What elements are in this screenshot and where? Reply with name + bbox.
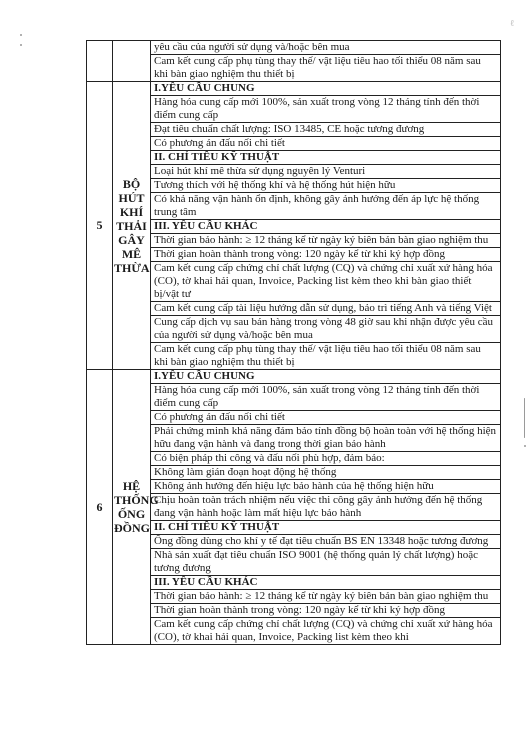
requirement-text: Hàng hóa cung cấp mới 100%, sản xuất trong vòng 12 tháng tính đến thời điểm cung cấp bbox=[151, 96, 501, 123]
requirement-text: Loại hút khí mê thừa sử dụng nguyên lý Venturi bbox=[151, 165, 501, 179]
requirement-text: Ống đồng dùng cho khí y tế đạt tiêu chuẩn BS EN 13348 hoặc tương đương bbox=[151, 535, 501, 549]
item-name: BỘ HÚT KHÍ THẢI GÂY MÊ THỪA bbox=[113, 82, 151, 370]
requirement-text: Phải chứng minh khả năng đảm bảo tính đồng bộ hoàn toàn với hệ thống hiện hữu đang vận hành và đang trong thời gian bảo hành bbox=[151, 425, 501, 452]
section-heading: II. CHỈ TIÊU KỸ THUẬT bbox=[151, 521, 501, 535]
requirement-text: Thời gian bảo hành: ≥ 12 tháng kể từ ngày ký biên bản bàn giao nghiệm thu bbox=[151, 234, 501, 248]
margin-dot bbox=[524, 398, 525, 438]
requirement-text: Không làm gián đoạn hoạt động hệ thống bbox=[151, 466, 501, 480]
requirement-text: Cam kết cung cấp tài liệu hướng dẫn sử dụng, bảo trì tiếng Anh và tiếng Việt bbox=[151, 302, 501, 316]
requirement-text: Cam kết cung cấp chứng chỉ chất lượng (CQ) và chứng chỉ xuất xứ hàng hóa (CO), tờ khai hải quan, Invoice, Packing list kèm theo khi bbox=[151, 618, 501, 645]
requirements-table bbox=[86, 40, 501, 645]
corner-mark: ℓ bbox=[510, 18, 515, 28]
item-number-cell bbox=[87, 41, 113, 82]
item-number: 5 bbox=[87, 82, 113, 370]
section-heading: I.YÊU CẦU CHUNG bbox=[151, 82, 501, 96]
section-heading: I.YÊU CẦU CHUNG bbox=[151, 370, 501, 384]
requirement-text: Có khả năng vận hành ổn định, không gây ảnh hưởng đến áp lực hệ thống trung tâm bbox=[151, 193, 501, 220]
requirement-text: Thời gian hoàn thành trong vòng: 120 ngày kể từ khi ký hợp đồng bbox=[151, 604, 501, 618]
requirement-text: Tương thích với hệ thống khí và hệ thống hút hiện hữu bbox=[151, 179, 501, 193]
table-row bbox=[87, 41, 501, 55]
item-number: 6 bbox=[87, 370, 113, 645]
requirement-text: Không ảnh hưởng đến hiệu lực bảo hành của hệ thống hiện hữu bbox=[151, 480, 501, 494]
requirement-text: Thời gian hoàn thành trong vòng: 120 ngày kể từ khi ký hợp đồng bbox=[151, 248, 501, 262]
margin-dot bbox=[20, 44, 22, 46]
requirement-text: Nhà sản xuất đạt tiêu chuẩn ISO 9001 (hệ thống quản lý chất lượng) hoặc tương đương bbox=[151, 549, 501, 576]
requirement-text: Cam kết cung cấp phụ tùng thay thế/ vật liệu tiêu hao tối thiểu 08 năm sau khi bàn giao nghiệm thu thiết bị bbox=[151, 343, 501, 370]
item-name-cell bbox=[113, 41, 151, 82]
requirement-text: yêu cầu của người sử dụng và/hoặc bên mua bbox=[151, 41, 501, 55]
requirement-text: Chịu hoàn toàn trách nhiệm nếu việc thi công gây ảnh hưởng đến hệ thống đang vận hành hoặc làm mất hiệu lực bảo hành bbox=[151, 494, 501, 521]
requirement-text: Cam kết cung cấp chứng chỉ chất lượng (CQ) và chứng chỉ xuất xứ hàng hóa (CO), tờ khai hải quan, Invoice, Packing list kèm theo khi bàn giao thiết bị/vật tư bbox=[151, 262, 501, 302]
requirement-text: Cung cấp dịch vụ sau bán hàng trong vòng 48 giờ sau khi nhận được yêu cầu của người sử dụng và/hoặc bên mua bbox=[151, 316, 501, 343]
requirement-text: Có phương án đấu nối chi tiết bbox=[151, 411, 501, 425]
margin-dot bbox=[524, 445, 526, 447]
section-heading: II. CHỈ TIÊU KỸ THUẬT bbox=[151, 151, 501, 165]
table-row bbox=[87, 82, 501, 96]
requirement-text: Cam kết cung cấp phụ tùng thay thế/ vật liệu tiêu hao tối thiểu 08 năm sau khi bàn giao nghiệm thu thiết bị bbox=[151, 55, 501, 82]
requirement-text: Hàng hóa cung cấp mới 100%, sản xuất trong vòng 12 tháng tính đến thời điểm cung cấp bbox=[151, 384, 501, 411]
requirement-text: Có phương án đấu nối chi tiết bbox=[151, 137, 501, 151]
section-heading: III. YÊU CẦU KHÁC bbox=[151, 576, 501, 590]
margin-dot bbox=[20, 34, 22, 36]
item-name: HỆ THỐNG ỐNG ĐỒNG bbox=[113, 370, 151, 645]
table-row bbox=[87, 370, 501, 384]
requirement-text: Đạt tiêu chuẩn chất lượng: ISO 13485, CE hoặc tương đương bbox=[151, 123, 501, 137]
requirement-text: Thời gian bảo hành: ≥ 12 tháng kể từ ngày ký biên bản bàn giao nghiệm thu bbox=[151, 590, 501, 604]
requirement-text: Có biện pháp thi công và đấu nối phù hợp, đảm bảo: bbox=[151, 452, 501, 466]
section-heading: III. YÊU CẦU KHÁC bbox=[151, 220, 501, 234]
